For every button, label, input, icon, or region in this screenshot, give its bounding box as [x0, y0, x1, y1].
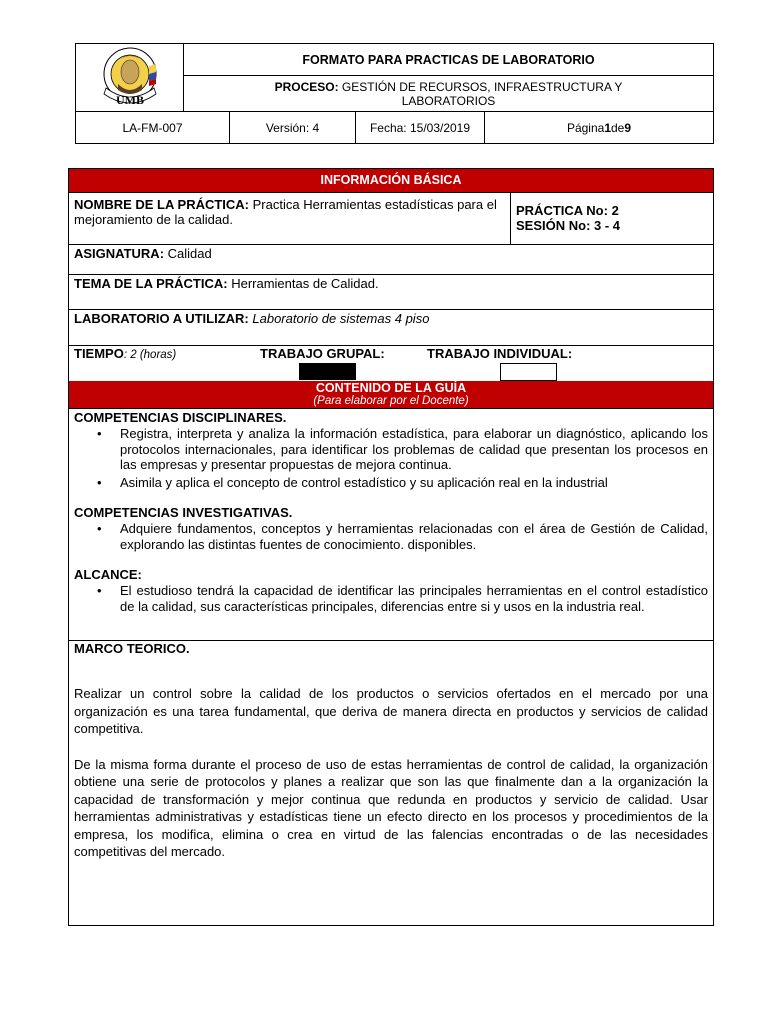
practice-number: PRÁCTICA No: 2 [516, 203, 619, 218]
scope-list [74, 583, 708, 614]
form-title: FORMATO PARA PRACTICAS DE LABORATORIO [184, 44, 713, 76]
research-title: COMPETENCIAS INVESTIGATIVAS. [74, 505, 293, 520]
time-work-row [69, 346, 713, 381]
basic-info-header: INFORMACIÓN BÁSICA [69, 169, 713, 193]
process-line [184, 76, 713, 112]
practice-name-value: Practica Herramientas estadísticas para el mejoramiento de la calidad. [74, 197, 497, 227]
logo-cell [76, 44, 184, 112]
form-date: Fecha: 15/03/2019 [356, 112, 485, 143]
session-number: SESIÓN No: 3 - 4 [516, 218, 621, 233]
lab-label: LABORATORIO A UTILIZAR: [74, 311, 249, 326]
time-value: : 2 (horas) [123, 349, 177, 361]
topic-label: TEMA DE LA PRÁCTICA: [74, 276, 228, 291]
subject-row [69, 245, 713, 275]
topic-row [69, 275, 713, 310]
individual-work-checkbox[interactable] [500, 363, 557, 381]
theory-paragraph-1: Realizar un control sobre la calidad de los productos o servicios ofertados en el mercado por una organización es una tarea fundamental, que deriva de manera directa en productos y servicios de calidad competitiva. [74, 686, 708, 736]
list-item: • Adquiere fundamentos, conceptos y herramientas relacionadas con el área de Gestión de Calidad, explorando las distintas fuentes de conocimiento. disponibles. [74, 521, 708, 552]
page-indicator: Página 1 de 9 [566, 120, 632, 135]
group-work-checkbox[interactable] [299, 363, 356, 380]
form-code: LA-FM-007 [76, 112, 230, 143]
disciplinary-list [74, 426, 708, 490]
group-work-label: TRABAJO GRUPAL: [260, 346, 385, 361]
practice-name-row [69, 193, 713, 245]
scope-title: ALCANCE: [74, 567, 142, 582]
disciplinary-title: COMPETENCIAS DISCIPLINARES. [74, 410, 287, 425]
competencies-section [69, 409, 713, 641]
form-version: Versión: 4 [230, 112, 356, 143]
list-item: • Asimila y aplica el concepto de control estadístico y su aplicación real en la industrial [74, 475, 708, 491]
theory-paragraph-2: De la misma forma durante el proceso de uso de estas herramientas de control de calidad, la organización obtiene una serie de protocolos y planes a realizar que son las que finalmente dan a la organización la capacidad de transformación y mejor continua que redunda en productos y servicio de calidad. Usar herramientas administrativas y estadísticas tiene un efecto directo en los procesos y procedimientos de la empresa, los modifica, elimina o crea en virtud de las falencias encontradas o de las necesidades competitivas del mercado. [74, 756, 708, 859]
header-meta-row [76, 112, 713, 143]
document-header [75, 43, 714, 144]
lab-value: Laboratorio de sistemas 4 piso [248, 311, 430, 326]
page-number: 1 [604, 120, 611, 135]
time-label: TIEMPO [74, 346, 124, 361]
subject-label: ASIGNATURA: [74, 246, 165, 261]
process-label: PROCESO: [274, 79, 339, 94]
practice-name-cell [69, 193, 511, 244]
guide-title: CONTENIDO DE LA GUÍA [315, 381, 467, 395]
list-item: • El estudioso tendrá la capacidad de identificar las principales herramientas en el control estadístico de la calidad, sus características principales, diferencias entre si y usos en la industria real. [74, 583, 708, 614]
practice-number-cell [511, 193, 713, 244]
guide-subtitle: (Para elaborar por el Docente) [313, 395, 469, 407]
list-item: • Registra, interpreta y analiza la información estadística, para elaborar un diagnóstico, aplicando los protocolos internacionales, para identificar los problemas de calidad que presentan los procesos en las empresas y presentar propuestas de mejora continua. [74, 426, 708, 473]
process-value: GESTIÓN DE RECURSOS, INFRAESTRUCTURA Y LABORATORIOS [338, 79, 623, 108]
logo-letters: UMB [116, 93, 144, 107]
theory-section [69, 641, 713, 925]
lab-row [69, 310, 713, 346]
topic-value: Herramientas de Calidad. [227, 276, 379, 291]
umb-logo [76, 44, 184, 112]
practice-name-label: NOMBRE DE LA PRÁCTICA: [74, 197, 250, 212]
guide-content-header [69, 381, 713, 409]
individual-work-label: TRABAJO INDIVIDUAL: [427, 346, 573, 361]
theory-title: MARCO TEORICO. [74, 641, 190, 656]
page-total: 9 [624, 120, 632, 135]
practice-table [68, 168, 714, 926]
subject-value: Calidad [164, 246, 212, 261]
research-list [74, 521, 708, 552]
